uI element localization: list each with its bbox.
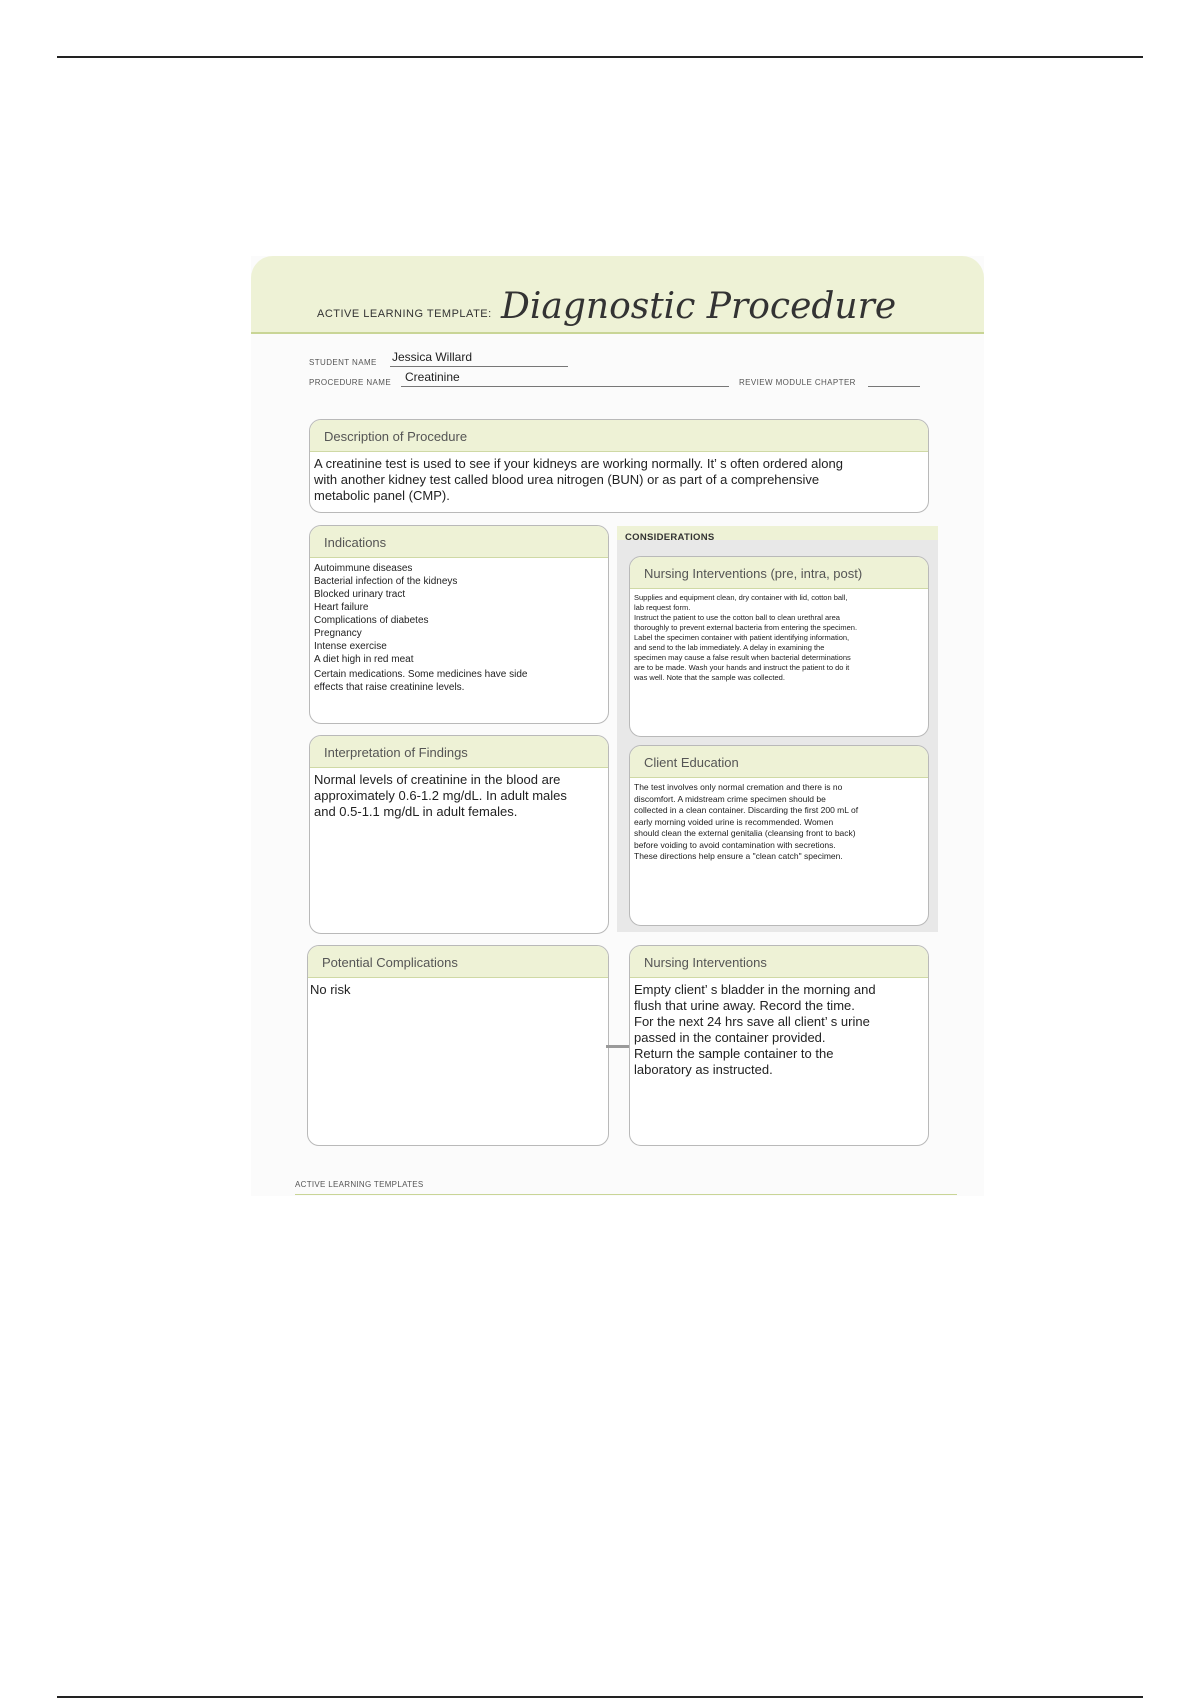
indication-item: Heart failure (314, 602, 369, 613)
indication-item: Intense exercise (314, 641, 387, 652)
description-line: with another kidney test called blood urea nitrogen (BUN) or as part of a comprehensive (314, 472, 820, 487)
review-module-label: REVIEW MODULE CHAPTER (739, 378, 856, 387)
interpretation-text (310, 768, 608, 820)
description-line: metabolic panel (CMP). (314, 488, 450, 503)
footer-rule (295, 1194, 957, 1195)
indication-item: Autoimmune diseases (314, 563, 413, 574)
page-top-rule (57, 56, 1143, 58)
nursing-interventions-box (629, 945, 929, 1146)
description-title: Description of Procedure (310, 420, 928, 452)
indication-item: Bacterial infection of the kidneys (314, 576, 458, 587)
nursing-interventions-pre-box (629, 556, 929, 737)
procedure-name-label: PROCEDURE NAME (309, 378, 392, 387)
indication-item: effects that raise creatinine levels. (314, 682, 465, 693)
template-label: ACTIVE LEARNING TEMPLATE: (317, 308, 492, 320)
nursing-pre-line: lab request form. (634, 603, 691, 612)
student-name-label: STUDENT NAME (309, 358, 377, 367)
nursing-interventions-title: Nursing Interventions (630, 946, 928, 978)
box-connector (606, 1045, 629, 1048)
template-header (251, 256, 984, 334)
interpretation-line: approximately 0.6-1.2 mg/dL. In adult males (314, 788, 567, 803)
nursing-pre-line: Supplies and equipment clean, dry container with lid, cotton ball, (634, 593, 848, 602)
student-name-value: Jessica Willard (392, 350, 473, 364)
footer-label: ACTIVE LEARNING TEMPLATES (295, 1180, 424, 1189)
student-name-line (390, 366, 568, 367)
interpretation-line: Normal levels of creatinine in the blood are (314, 772, 561, 787)
procedure-name-value: Creatinine (405, 370, 460, 384)
nursing-intervention-line: flush that urine away. Record the time. (634, 998, 855, 1013)
client-education-text (630, 778, 928, 863)
indications-text (310, 558, 608, 694)
potential-complications-title: Potential Complications (308, 946, 608, 978)
nursing-interventions-pre-text (630, 589, 928, 683)
template-sheet (251, 256, 984, 1196)
nursing-pre-line: Instruct the patient to use the cotton ball to clean urethral area (634, 613, 840, 622)
indication-item: Blocked urinary tract (314, 589, 406, 600)
nursing-interventions-text (630, 978, 928, 1078)
interpretation-line: and 0.5-1.1 mg/dL in adult females. (314, 804, 518, 819)
nursing-intervention-line: Empty client’ s bladder in the morning and (634, 982, 876, 997)
nursing-intervention-line: For the next 24 hrs save all client’ s urine (634, 1014, 870, 1029)
client-education-line: should clean the external genitalia (cleansing front to back) (634, 828, 856, 838)
indication-item: Complications of diabetes (314, 615, 429, 626)
page-bottom-rule (57, 1696, 1143, 1698)
indications-box (309, 525, 609, 724)
review-module-line (868, 386, 920, 387)
indications-title: Indications (310, 526, 608, 558)
description-box (309, 419, 929, 513)
procedure-name-line (401, 386, 729, 387)
client-education-line: early morning voided urine is recommended. Women (634, 816, 834, 827)
nursing-intervention-line: passed in the container provided. (634, 1030, 826, 1045)
client-education-line: collected in a clean container. Discarding the first 200 mL of (634, 805, 859, 815)
nursing-interventions-pre-title: Nursing Interventions (pre, intra, post) (630, 557, 928, 589)
nursing-pre-line: thoroughly to prevent external bacteria from entering the specimen. (634, 623, 858, 632)
nursing-intervention-line: laboratory as instructed. (634, 1062, 773, 1077)
client-education-line: The test involves only normal cremation and there is no (634, 782, 843, 792)
interpretation-box (309, 735, 609, 934)
description-line: A creatinine test is used to see if your kidneys are working normally. It’ s often ordered along (314, 456, 843, 471)
indication-item: A diet high in red meat (314, 654, 414, 665)
template-title: Diagnostic Procedure (501, 286, 897, 327)
client-education-line: before voiding to avoid contamination with secretions. (634, 839, 836, 850)
nursing-pre-line: specimen may cause a false result when bacterial determinations (634, 653, 851, 662)
client-education-box (629, 745, 929, 926)
potential-complications-text (308, 978, 608, 998)
complication-line: No risk (310, 982, 351, 997)
considerations-label: CONSIDERATIONS (625, 532, 715, 543)
indication-item: Pregnancy (314, 628, 362, 639)
indication-item: Certain medications. Some medicines have side (314, 669, 528, 680)
description-text (310, 452, 928, 504)
interpretation-title: Interpretation of Findings (310, 736, 608, 768)
client-education-line: These directions help ensure a "clean catch" specimen. (634, 851, 843, 861)
client-education-title: Client Education (630, 746, 928, 778)
nursing-pre-line: are to be made. Wash your hands and instruct the patient to do it (634, 663, 850, 672)
nursing-pre-line: Label the specimen container with patient identifying information, (634, 633, 850, 642)
nursing-pre-line: and send to the lab immediately. A delay in examining the (634, 643, 825, 652)
nursing-pre-line: was well. Note that the sample was collected. (634, 673, 785, 682)
nursing-intervention-line: Return the sample container to the (634, 1046, 834, 1061)
client-education-line: discomfort. A midstream crime specimen should be (634, 793, 826, 804)
potential-complications-box (307, 945, 609, 1146)
